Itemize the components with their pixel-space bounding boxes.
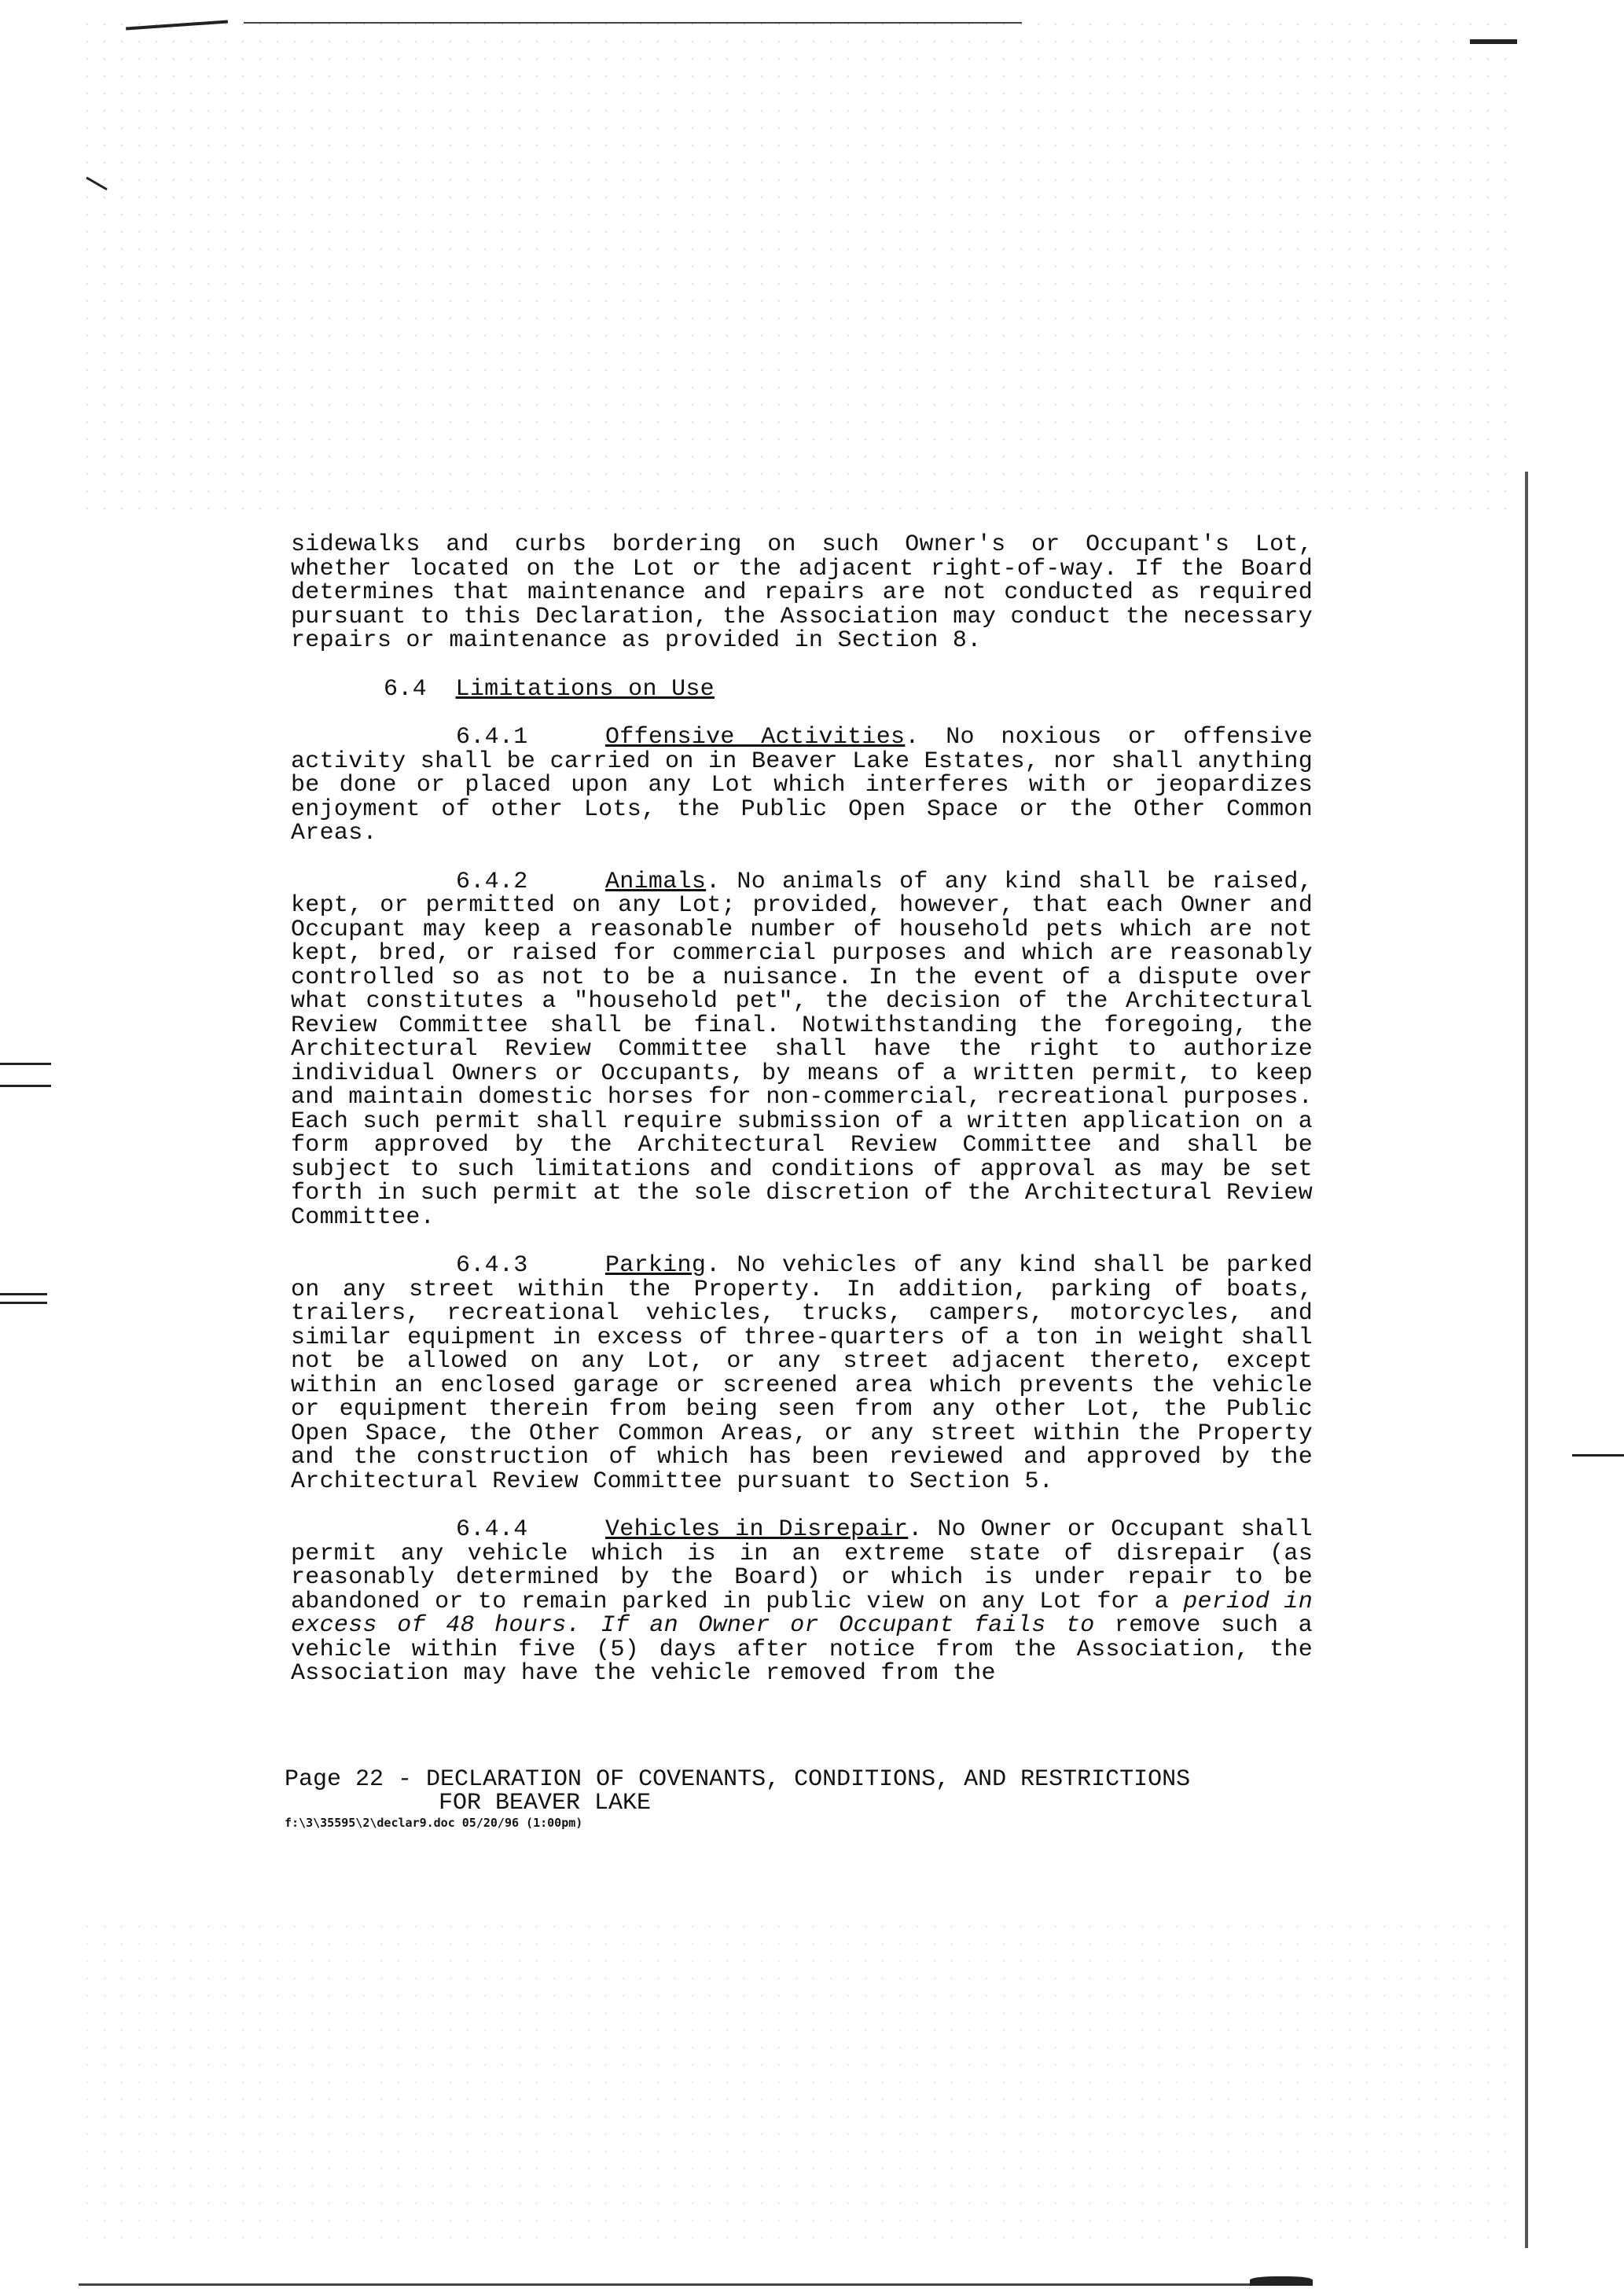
footer-line-2: FOR BEAVER LAKE: [439, 1790, 652, 1817]
section-number: 6.4: [384, 675, 427, 703]
scan-mark: [0, 1085, 51, 1087]
page-footer: [285, 1768, 1322, 1831]
subsection-body-italic: period in excess of 48 hours. If an Owner or Occupant fails to: [291, 1588, 1313, 1639]
subsection-title: Vehicles in Disrepair: [605, 1516, 909, 1543]
section-title: Limitations on Use: [455, 675, 715, 703]
subsection-title: Animals: [605, 868, 707, 895]
scan-mark: [0, 1063, 51, 1065]
scan-mark: [244, 22, 1022, 24]
scan-mark: [79, 2283, 1258, 2286]
scan-noise-bottom: [79, 1918, 1509, 2248]
scan-mark: [0, 1302, 47, 1304]
subsection-number: 6.4.4: [456, 1516, 528, 1543]
subsection-body: . No Owner or Occupant shall permit any vehicle which is in an extreme state of disrepair (as reasonably determined by the Board) or which is under repair to be abandoned or to remain parked in public view on any Lot for a: [291, 1516, 1313, 1615]
subsection-body: . No noxious or offensive activity shall be carried on in Beaver Lake Estates, nor shall anything be done or placed upon any Lot which interferes with or jeopardizes enjoyment of other Lots, the Public Open Space or the Other Common Areas.: [291, 724, 1314, 847]
subsection-6-4-4: [291, 1518, 1313, 1686]
scan-mark: [0, 1293, 47, 1295]
scan-mark: [1250, 2276, 1313, 2286]
subsection-body-tail: remove such a vehicle within five (5) days after notice from the Association, the Association may have the vehicle removed from the: [291, 1612, 1313, 1687]
subsection-number: 6.4.3: [456, 1252, 528, 1279]
subsection-title: Offensive Activities: [605, 724, 906, 751]
scan-mark: [1470, 39, 1517, 44]
scan-mark: [1525, 472, 1528, 2248]
scan-noise-top: [79, 16, 1509, 519]
document-body: [291, 533, 1313, 1686]
subsection-title: Parking: [605, 1252, 707, 1279]
scan-mark: [1572, 1454, 1624, 1457]
subsection-6-4-2: [291, 870, 1313, 1230]
subsection-6-4-1: [291, 726, 1313, 846]
subsection-body: . No vehicles of any kind shall be parked on any street within the Property. In addition, parking of boats, trailers, recreational vehicles, trucks, campers, motorcycles, and similar equipment in excess of three-quarters of a ton in weight shall not be allowed on any Lot, or any street adjacent thereto, except within an enclosed garage or screened area which prevents the vehicle or equipment therein from being seen from any other Lot, the Public Open Space, the Other Common Areas, or any street within the Property and the construction of which has been reviewed and approved by the Architectural Review Committee pursuant to Section 5.: [291, 1252, 1313, 1495]
section-heading-6-4: [291, 675, 1313, 703]
continuation-paragraph: sidewalks and curbs bordering on such Owner's or Occupant's Lot, whether located on the Lot or the adjacent right-of-way. If the Board determines that maintenance and repairs are not conducted as required pursuant to this Declaration, the Association may conduct the necessary repairs or maintenance as provided in Section 8.: [291, 531, 1313, 654]
footer-line-1: Page 22 - DECLARATION OF COVENANTS, CONDITIONS, AND RESTRICTIONS: [285, 1766, 1191, 1793]
subsection-6-4-3: [291, 1254, 1313, 1493]
subsection-number: 6.4.1: [456, 724, 528, 751]
footer-file-path: f:\3\35595\2\declar9.doc 05/20/96 (1:00pm): [285, 1816, 583, 1830]
subsection-number: 6.4.2: [456, 868, 528, 895]
subsection-body: . No animals of any kind shall be raised, kept, or permitted on any Lot; provided, however, that each Owner and Occupant may keep a reasonable number of household pets which are not kept, bred, or raised for commercial purposes and which are reasonably controlled so as not to be a nuisance. In the event of a dispute over what constitutes a "household pet", the decision of the Architectural Review Committee shall be final. Notwithstanding the foregoing, the Architectural Review Committee shall have the right to authorize individual Owners or Occupants, by means of a written permit, to keep and maintain domestic horses for non-commercial, recreational purposes. Each such permit shall require submission of a written application on a form approved by the Architectural Review Committee and shall be subject to such limitations and conditions of approval as may be set forth in such permit at the sole discretion of the Architectural Review Committee.: [291, 868, 1313, 1231]
